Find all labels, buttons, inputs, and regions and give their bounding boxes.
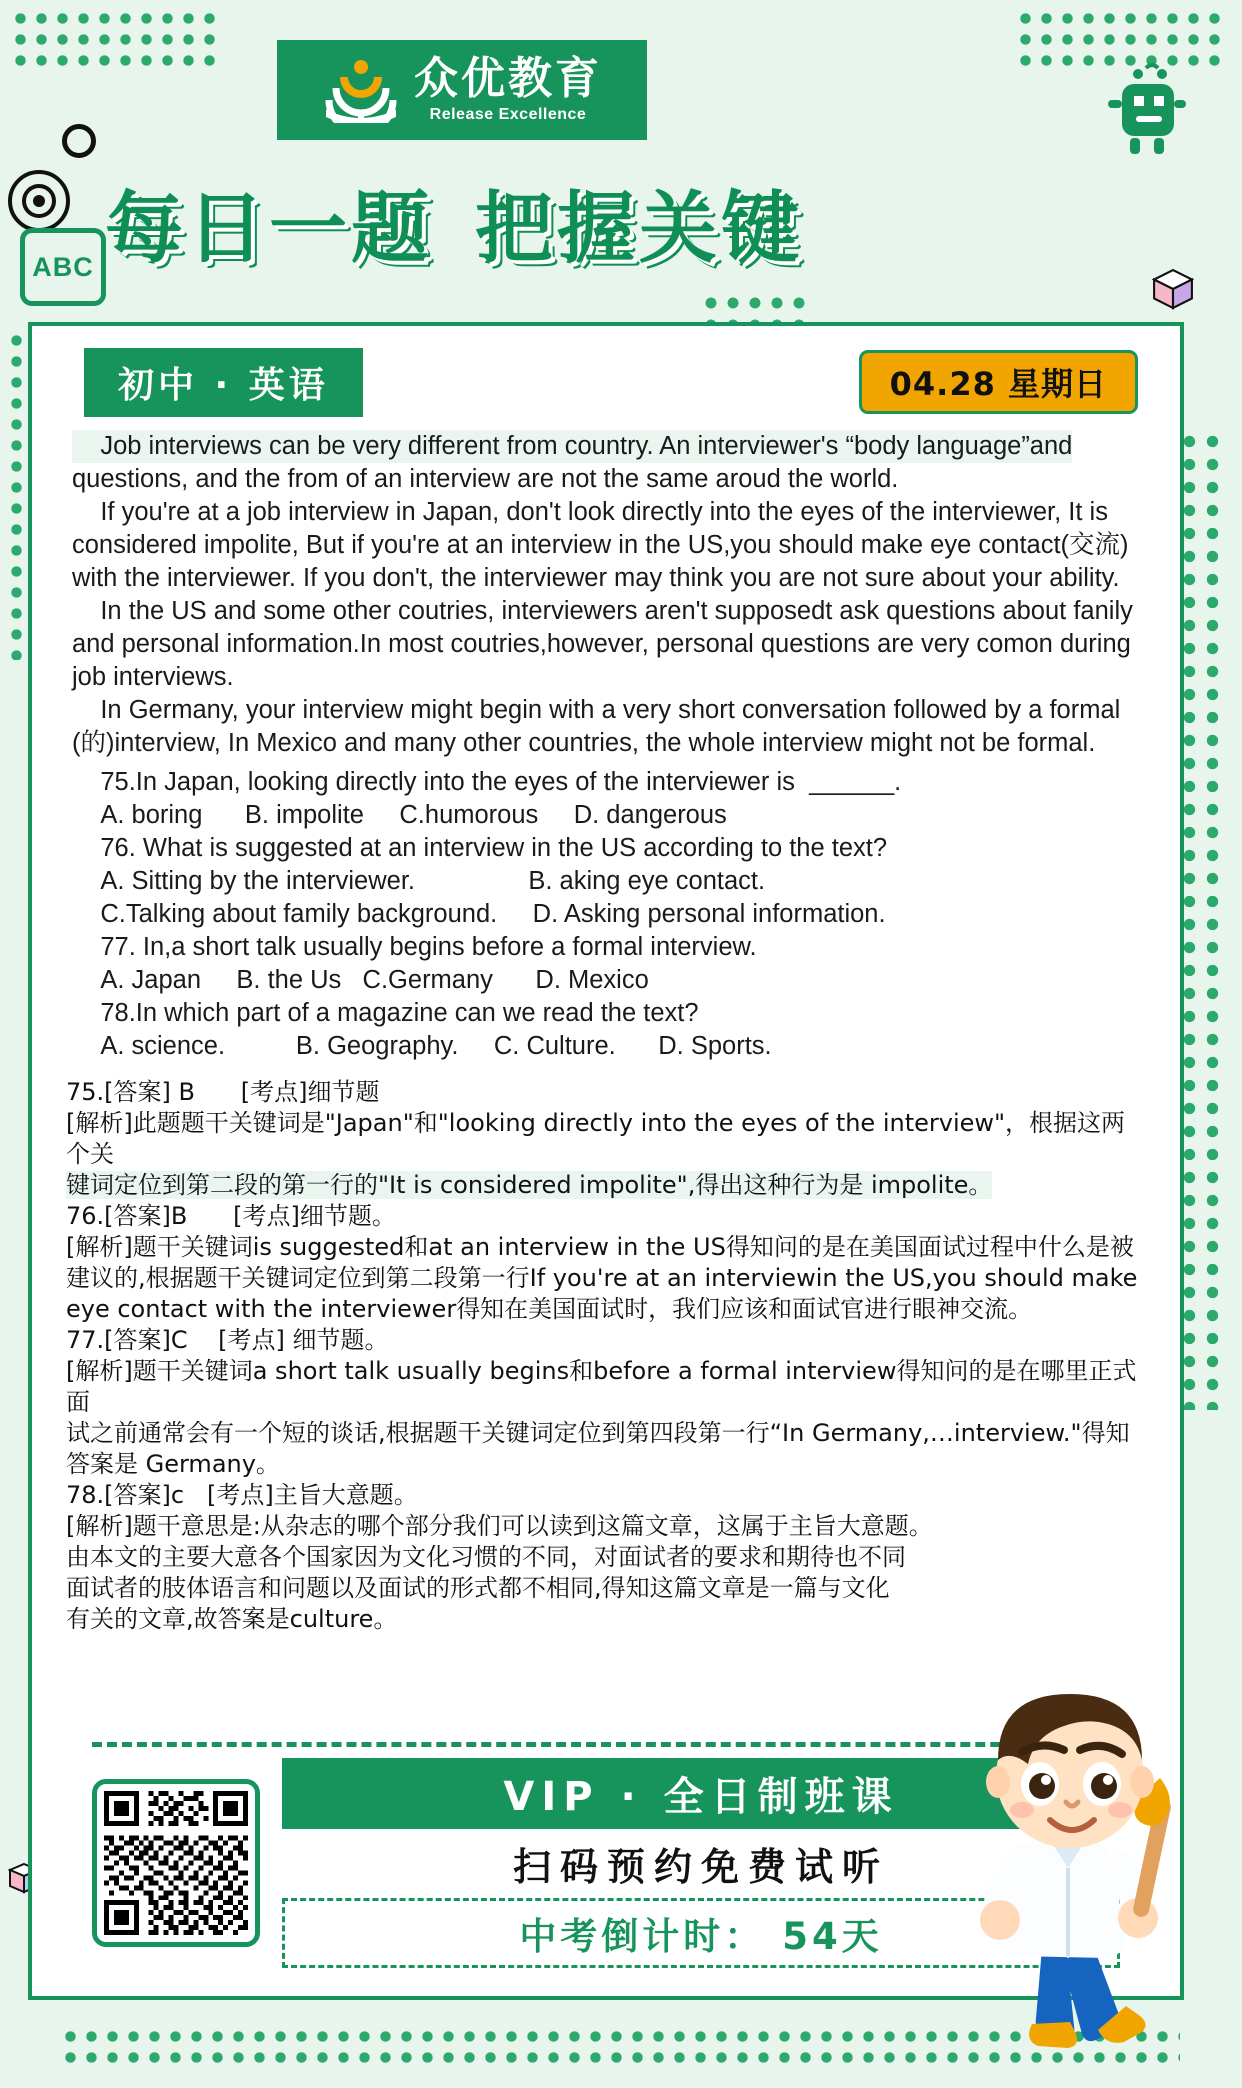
passage-line: If you're at a job interview in Japan, don't look directly into the eyes of the interviewer, It is [72,498,1108,526]
analysis-line: 78.[答案]c [考点]主旨大意题。 [66,1481,418,1509]
passage-line: (的)interview, In Mexico and many other countries, the whole interview might not be formal. [72,729,1096,757]
brand-wordmark [414,53,602,123]
answer-analysis [66,1077,1144,1635]
analysis-line: 面试者的肢体语言和问题以及面试的形式都不相同,得知这篇文章是一篇与文化 [66,1574,890,1602]
date-badge: 04.28 星期日 [859,350,1138,414]
passage-paragraph [72,496,1138,595]
qr-code-svg [104,1791,248,1935]
reading-passage [72,430,1138,760]
question-line: A. Japan B. the Us C.Germany D. Mexico [72,966,649,994]
passage-line: with the interviewer. If you don't, the interviewer may think you are not sure about your ability. [72,564,1120,592]
dot-grid-top-left [10,8,225,74]
abc-book-icon [20,228,106,306]
analysis-line: 由本文的主要大意各个国家因为文化习惯的不同，对面试者的要求和期待也不同 [66,1543,906,1571]
analysis-line: [解析]题干意思是:从杂志的哪个部分我们可以读到这篇文章，这属于主旨大意题。 [66,1512,933,1540]
passage-line: Job interviews can be very different from country. An interviewer's “body language”and [72,430,1072,463]
question-line: A. Sitting by the interviewer. B. aking eye contact. [72,867,766,895]
analysis-line: 77.[答案]C [考点] 细节题。 [66,1326,389,1354]
passage-paragraph [72,595,1138,694]
analysis-line: [解析]题干关键词a short talk usually begins和before a formal interview得知问的是在哪里正式面 [66,1357,1137,1416]
question-line: 77. In,a short talk usually begins before a formal interview. [72,933,757,961]
qr-code-icon[interactable] [92,1779,260,1947]
student-mascot-with-brush-icon [922,1648,1222,2068]
brand-name-en: Release Excellence [429,105,587,123]
question-line: 75.In Japan, looking directly into the eyes of the interviewer is ______. [72,768,902,796]
scan-prompt: 扫码预约免费试听 [512,1844,889,1889]
countdown-banner: 中考倒计时： 54天 [282,1898,1120,1968]
passage-paragraph [72,694,1138,760]
page-title-left: 每日一题 [105,184,434,274]
card-header-row [70,346,1152,408]
passage-line: job interviews. [72,663,234,691]
robot-decor-icon [1100,62,1192,162]
analysis-line: 有关的文章,故答案是culture。 [66,1605,398,1633]
brand-logo-banner [277,40,647,140]
question-line: A. boring B. impolite C.humorous D. dangerous [72,801,727,829]
open-book-radiating-sun-icon [322,57,400,123]
analysis-line: 建议的,根据题干关键词定位到第二段第一行If you're at an interviewin the US,you should make [66,1264,1138,1292]
question-line: A. science. B. Geography. C. Culture. D. Sports. [72,1032,772,1060]
circle-outline-decor [62,124,96,158]
analysis-line: 试之前通常会有一个短的谈话,根据题干关键词定位到第四段第一行“In Germany,…interview."得知 [66,1419,1130,1447]
page-title-right: 把握关键 [475,184,804,274]
analysis-line: 76.[答案]B [考点]细节题。 [66,1202,396,1230]
passage-line: In the US and some other coutries, interviewers aren't supposedt ask questions about fanily [72,597,1133,625]
analysis-line: 键词定位到第二段的第一行的"It is considered impolite",得出这种行为是 impolite。 [66,1171,993,1199]
passage-line: In Germany, your interview might begin with a very short conversation followed by a formal [72,696,1121,724]
brand-name-cn: 众优教育 [414,53,602,105]
question-line: 76. What is suggested at an interview in the US according to the text? [72,834,888,862]
passage-line: considered impolite, But if you're at an interview in the US,you should make eye contact(交流) [72,531,1129,559]
question-list [72,766,1138,1063]
cube-decor-icon [1152,268,1194,310]
analysis-line: eye contact with the interviewer得知在美国面试时，我们应该和面试官进行眼神交流。 [66,1295,1033,1323]
passage-line: and personal information.In most coutries,however, personal questions are very comon during [72,630,1131,658]
spiral-target-decor [8,170,70,232]
page-title [105,176,865,274]
analysis-line: [解析]题干关键词is suggested和at an interview in the US得知问的是在美国面试过程中什么是被 [66,1233,1134,1261]
analysis-line: 答案是 Germany。 [66,1450,280,1478]
passage-line: questions, and the from of an interview are not the same aroud the world. [72,465,899,493]
vip-banner[interactable]: VIP · 全日制班课 [282,1758,1120,1829]
abc-label: ABC [32,251,94,282]
analysis-line: [解析]此题题干关键词是"Japan"和"looking directly into the eyes of the interview"，根据这两个关 [66,1109,1126,1168]
dot-grid-right [1178,430,1224,1410]
question-line: 78.In which part of a magazine can we read the text? [72,999,699,1027]
analysis-line: 75.[答案] B [考点]细节题 [66,1078,380,1106]
subject-badge: 初中 · 英语 [84,348,363,417]
passage-paragraph [72,430,1138,496]
question-line: C.Talking about family background. D. Asking personal information. [72,900,886,928]
